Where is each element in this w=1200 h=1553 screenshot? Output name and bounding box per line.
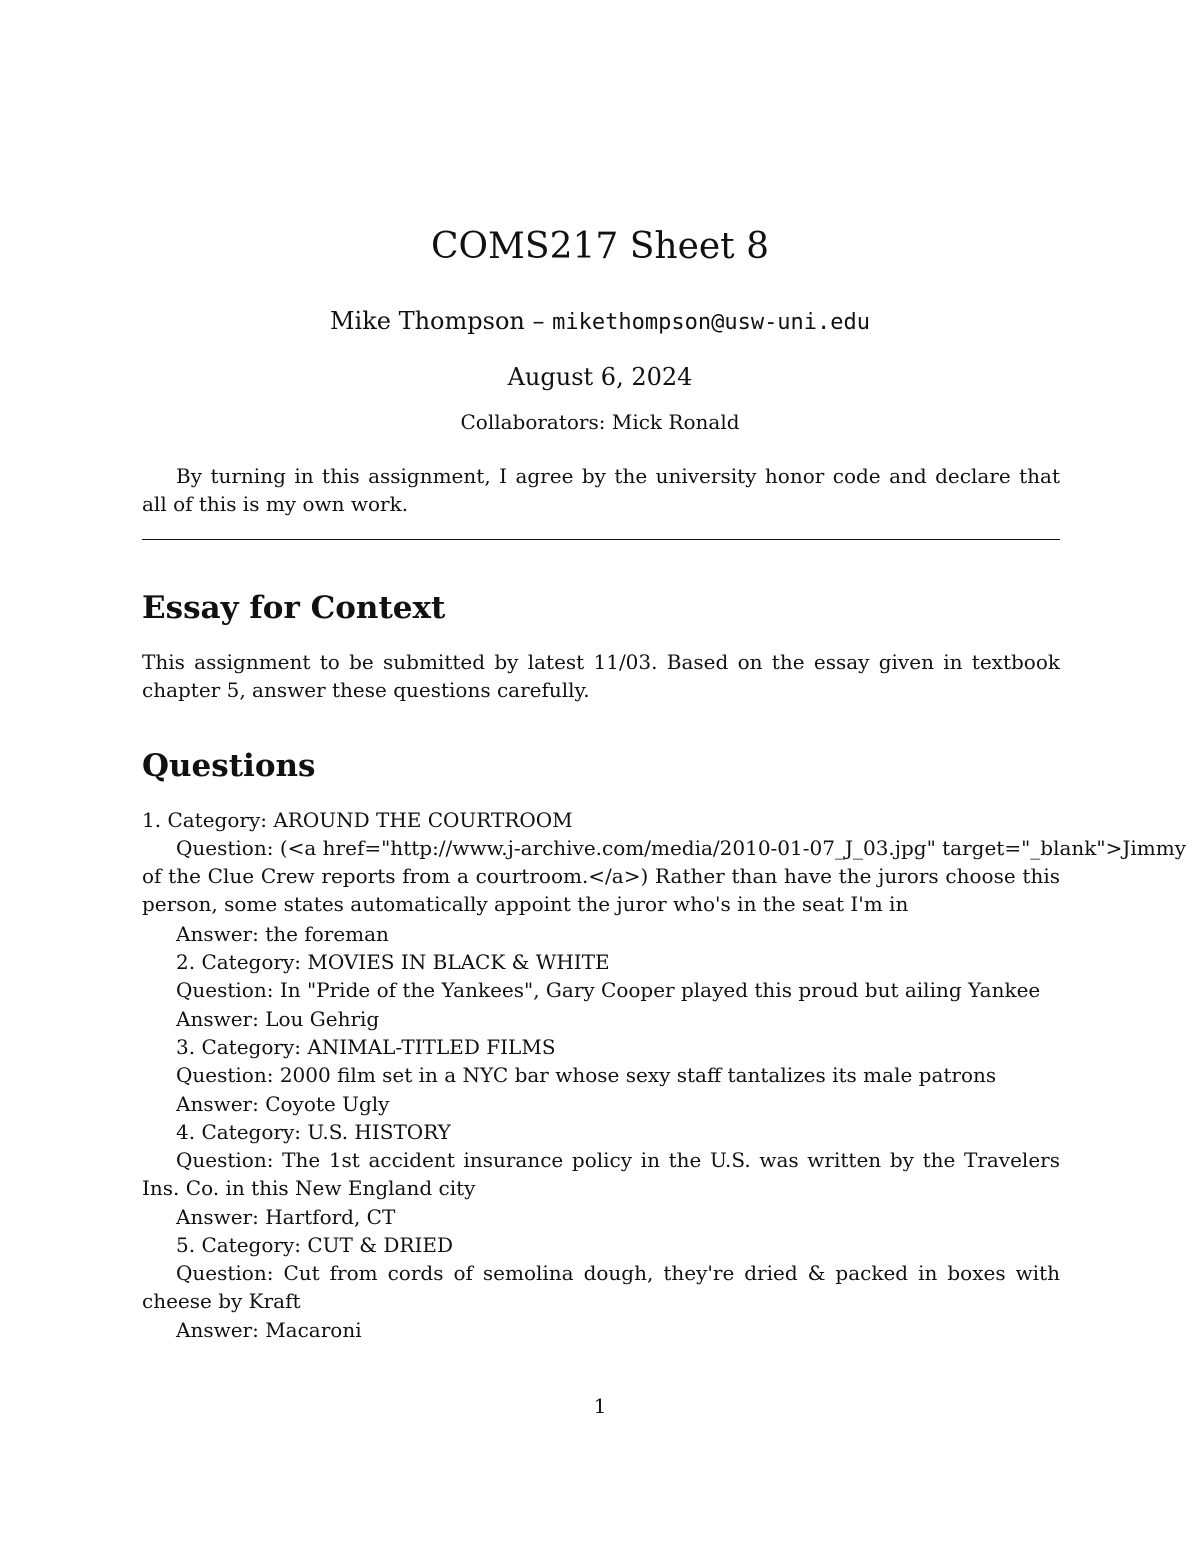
- q4-answer: Answer: Hartford, CT: [176, 1205, 396, 1229]
- q1-question-first-line: Question: (<a href="http://www.j-archive.com/media/2010-01-07_J_03.jpg" target="_blank">Jimmy: [176, 836, 1187, 860]
- author-line: [0, 304, 1200, 340]
- q2-answer: Answer: Lou Gehrig: [176, 1007, 380, 1031]
- questions-heading: Questions: [142, 748, 316, 784]
- q3-category: 3. Category: ANIMAL-TITLED FILMS: [176, 1035, 556, 1059]
- q2-question: Question: In "Pride of the Yankees", Gary Cooper played this proud but ailing Yankee: [176, 978, 1041, 1002]
- horizontal-divider: [142, 539, 1060, 540]
- page-number: 1: [593, 1394, 607, 1418]
- q1-category: 1. Category: AROUND THE COURTROOM: [142, 808, 573, 832]
- document-title: COMS217 Sheet 8: [430, 226, 769, 267]
- q4-category: 4. Category: U.S. HISTORY: [176, 1120, 451, 1144]
- essay-paragraph: This assignment to be submitted by latest 11/03. Based on the essay given in textbook chapter 5, answer these questions carefully.: [142, 650, 1060, 702]
- q4-question: Question: The 1st accident insurance policy in the U.S. was written by the Travelers Ins. Co. in this New England city: [142, 1148, 1060, 1201]
- author-email: mikethompson@usw-uni.edu: [552, 310, 871, 335]
- essay-heading: Essay for Context: [142, 590, 446, 626]
- q5-answer: Answer: Macaroni: [176, 1318, 362, 1342]
- honor-statement: By turning in this assignment, I agree by the university honor code and declare that all of this is my own work.: [142, 464, 1060, 516]
- q5-category: 5. Category: CUT & DRIED: [176, 1233, 453, 1257]
- q3-question: Question: 2000 film set in a NYC bar whose sexy staff tantalizes its male patrons: [176, 1063, 997, 1087]
- q2-category: 2. Category: MOVIES IN BLACK & WHITE: [176, 950, 610, 974]
- q3-answer: Answer: Coyote Ugly: [176, 1092, 390, 1116]
- collaborators: Collaborators: Mick Ronald: [460, 410, 740, 434]
- author-separator: –: [532, 307, 545, 335]
- author-name: Mike Thompson: [329, 307, 525, 335]
- q5-question: Question: Cut from cords of semolina dough, they're dried & packed in boxes with cheese by Kraft: [142, 1261, 1060, 1314]
- q1-answer: Answer: the foreman: [176, 922, 389, 946]
- document-date: August 6, 2024: [507, 363, 693, 391]
- q1-question-continuation: of the Clue Crew reports from a courtroom.</a>) Rather than have the jurors choose this person, some states automatically appoint the juror who's in the seat I'm in: [142, 864, 1060, 917]
